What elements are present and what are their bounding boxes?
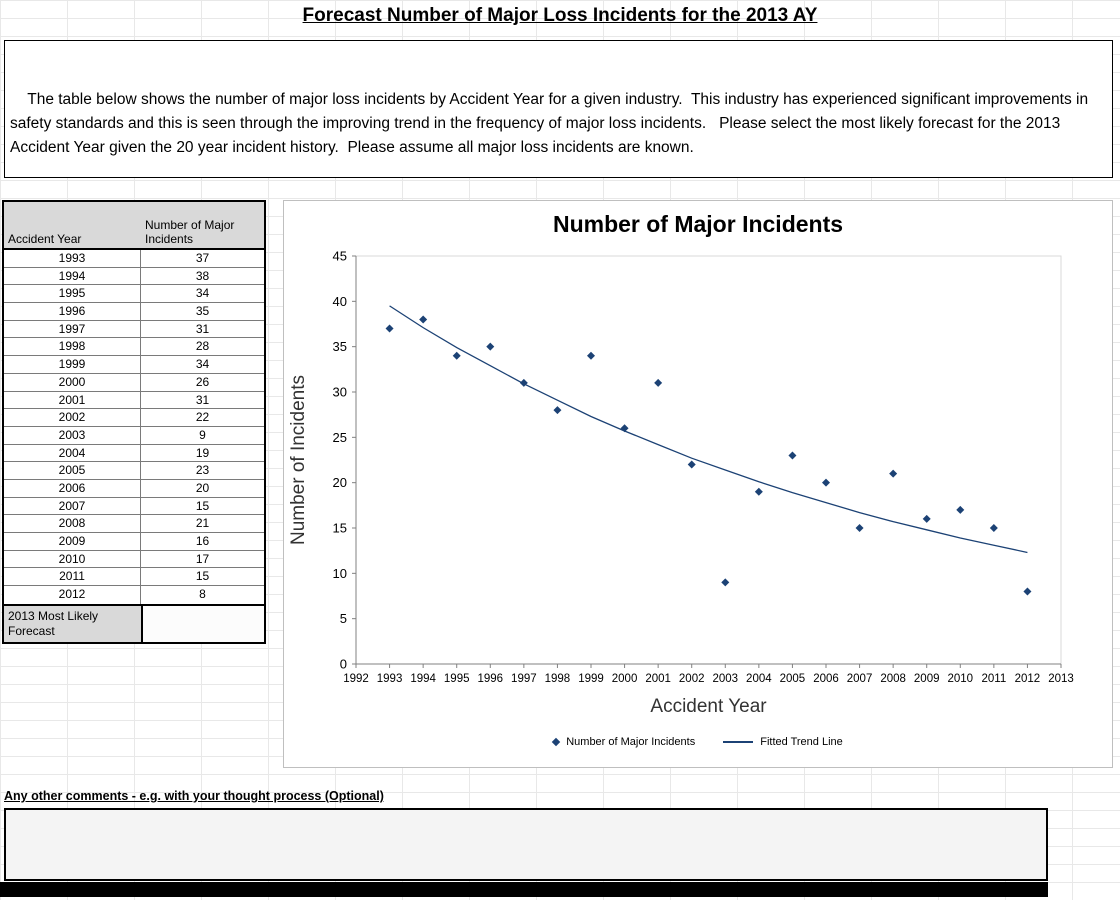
fitted-trend-line — [390, 306, 1028, 553]
count-cell: 35 — [195, 304, 210, 319]
year-cell: 1995 — [4, 285, 141, 302]
x-tick-label: 2005 — [779, 673, 806, 685]
y-tick-label: 15 — [332, 520, 347, 536]
y-tick-label: 0 — [339, 656, 347, 672]
table-row — [4, 268, 264, 286]
instructions-box — [4, 40, 1113, 178]
y-tick-label: 30 — [332, 384, 347, 400]
x-tick-label: 2006 — [813, 673, 839, 685]
table-row — [4, 356, 264, 374]
instructions-text: The table below shows the number of major loss incidents by Accident Year for a given industry. This industry has experienced significant improvements in safety standards and this is seen through the improving trend in the frequency of major loss incidents. Please select the most likely forecast for the 2013 Accident Year given the 20 year incident history. Please assume all major loss incidents are known. — [10, 91, 1093, 156]
table-row — [4, 586, 264, 604]
legend-label-trend: Fitted Trend Line — [760, 736, 843, 748]
table-row — [4, 480, 264, 498]
forecast-label: 2013 Most Likely Forecast — [4, 606, 141, 642]
count-cell: 21 — [195, 516, 210, 531]
x-tick-label: 1998 — [544, 673, 571, 685]
year-cell: 1996 — [4, 303, 141, 320]
count-cell: 19 — [195, 445, 210, 460]
table-row — [4, 462, 264, 480]
year-cell: 1999 — [4, 356, 141, 373]
data-point-diamond — [755, 488, 763, 496]
data-point-diamond — [856, 524, 864, 532]
x-tick-label: 2009 — [913, 673, 940, 685]
y-tick-label: 45 — [332, 248, 347, 264]
y-tick-label: 25 — [332, 429, 347, 445]
forecast-input-cell[interactable] — [141, 606, 264, 642]
legend-label-incidents: Number of Major Incidents — [566, 736, 696, 748]
year-cell: 1998 — [4, 338, 141, 355]
table-row — [4, 445, 264, 463]
forecast-row — [4, 604, 264, 642]
table-row — [4, 427, 264, 445]
year-cell: 2007 — [4, 498, 141, 515]
year-cell: 2001 — [4, 392, 141, 409]
data-point-diamond — [956, 506, 964, 514]
comments-input[interactable] — [4, 808, 1048, 881]
table-row — [4, 515, 264, 533]
x-tick-label: 1995 — [443, 673, 470, 685]
data-point-diamond — [654, 379, 662, 387]
trend-line-icon — [723, 741, 753, 743]
count-cell: 9 — [199, 427, 206, 442]
table-body — [4, 250, 264, 604]
count-cell: 23 — [195, 463, 210, 478]
year-cell: 2000 — [4, 374, 141, 391]
diamond-marker-icon — [552, 738, 560, 746]
count-cell: 17 — [195, 551, 210, 566]
count-cell: 31 — [195, 321, 210, 336]
data-point-diamond — [923, 515, 931, 523]
x-tick-label: 2001 — [645, 673, 671, 685]
year-cell: 2006 — [4, 480, 141, 497]
page-title: Forecast Number of Major Loss Incidents for the 2013 AY — [302, 5, 818, 26]
x-tick-label: 1997 — [511, 673, 537, 685]
table-row — [4, 533, 264, 551]
data-point-diamond — [822, 479, 830, 487]
year-cell: 2009 — [4, 533, 141, 550]
data-point-diamond — [621, 424, 629, 432]
year-cell: 1997 — [4, 321, 141, 338]
count-cell: 28 — [195, 339, 210, 354]
count-cell: 34 — [195, 286, 210, 301]
x-tick-label: 2012 — [1014, 673, 1041, 685]
data-point-diamond — [990, 524, 998, 532]
year-cell: 2011 — [4, 568, 141, 585]
table-row — [4, 568, 264, 586]
x-tick-label: 1996 — [477, 673, 504, 685]
count-cell: 16 — [195, 534, 210, 548]
data-point-diamond — [788, 451, 796, 459]
y-tick-label: 5 — [339, 611, 347, 627]
table-row — [4, 303, 264, 321]
legend-item-trend — [723, 736, 843, 748]
table-row — [4, 374, 264, 392]
count-cell: 37 — [195, 251, 210, 265]
x-tick-label: 2007 — [846, 673, 873, 685]
count-cell: 34 — [195, 357, 210, 372]
table-row — [4, 392, 264, 410]
year-cell: 2003 — [4, 427, 141, 444]
chart-legend — [284, 736, 1112, 748]
table-row — [4, 250, 264, 268]
year-cell: 2010 — [4, 551, 141, 568]
year-cell: 2005 — [4, 462, 141, 479]
col-header-accident-year: Accident Year — [8, 232, 82, 246]
chart-plot — [284, 240, 1112, 726]
bottom-black-bar — [0, 882, 1048, 897]
x-tick-label: 2003 — [712, 673, 739, 685]
table-row — [4, 409, 264, 427]
count-cell: 8 — [199, 587, 206, 602]
count-cell: 38 — [195, 268, 210, 283]
data-point-diamond — [587, 352, 595, 360]
data-point-diamond — [553, 406, 561, 414]
table-row — [4, 551, 264, 569]
x-axis-title: Accident Year — [650, 696, 767, 717]
year-cell: 2008 — [4, 515, 141, 532]
data-point-diamond — [721, 578, 729, 586]
x-tick-label: 2008 — [880, 673, 906, 685]
y-tick-label: 40 — [332, 293, 347, 309]
x-tick-label: 1994 — [410, 673, 436, 685]
legend-item-incidents — [553, 736, 695, 748]
data-point-diamond — [453, 352, 461, 360]
table-header-row — [4, 202, 264, 250]
x-tick-label: 1993 — [376, 673, 403, 685]
chart-title: Number of Major Incidents — [552, 211, 844, 237]
x-tick-label: 2010 — [947, 673, 974, 685]
year-cell: 1994 — [4, 268, 141, 285]
y-tick-label: 35 — [332, 339, 347, 355]
count-cell: 31 — [195, 392, 210, 407]
y-axis-title: Number of Incidents — [288, 374, 309, 546]
x-tick-label: 1992 — [343, 673, 369, 685]
comments-label: Any other comments - e.g. with your thought process (Optional) — [4, 789, 384, 803]
col-header-num-incidents: Number of Major Incidents — [145, 218, 235, 246]
year-cell: 1993 — [4, 250, 141, 267]
year-cell: 2012 — [4, 586, 141, 604]
x-tick-label: 2004 — [746, 673, 772, 685]
data-point-diamond — [486, 343, 494, 351]
count-cell: 20 — [195, 480, 210, 495]
table-row — [4, 338, 264, 356]
x-tick-label: 1999 — [578, 673, 604, 685]
x-tick-label: 2000 — [611, 673, 638, 685]
plot-area-border — [356, 256, 1061, 664]
count-cell: 15 — [195, 569, 210, 584]
x-tick-label: 2011 — [981, 673, 1007, 685]
table-row — [4, 285, 264, 303]
data-point-diamond — [1023, 587, 1031, 595]
table-row — [4, 498, 264, 516]
data-point-diamond — [889, 470, 897, 478]
year-cell: 2002 — [4, 409, 141, 426]
data-point-diamond — [688, 461, 696, 469]
chart-container — [283, 200, 1113, 768]
table-row — [4, 321, 264, 339]
count-cell: 22 — [195, 410, 210, 425]
y-tick-label: 20 — [332, 475, 347, 491]
y-tick-label: 10 — [332, 565, 347, 581]
data-point-diamond — [386, 325, 394, 333]
data-point-diamond — [419, 315, 427, 323]
year-cell: 2004 — [4, 445, 141, 462]
incidents-table — [2, 200, 266, 644]
count-cell: 15 — [195, 498, 210, 513]
x-tick-label: 2013 — [1048, 673, 1074, 685]
count-cell: 26 — [195, 374, 210, 389]
x-tick-label: 2002 — [678, 673, 705, 685]
